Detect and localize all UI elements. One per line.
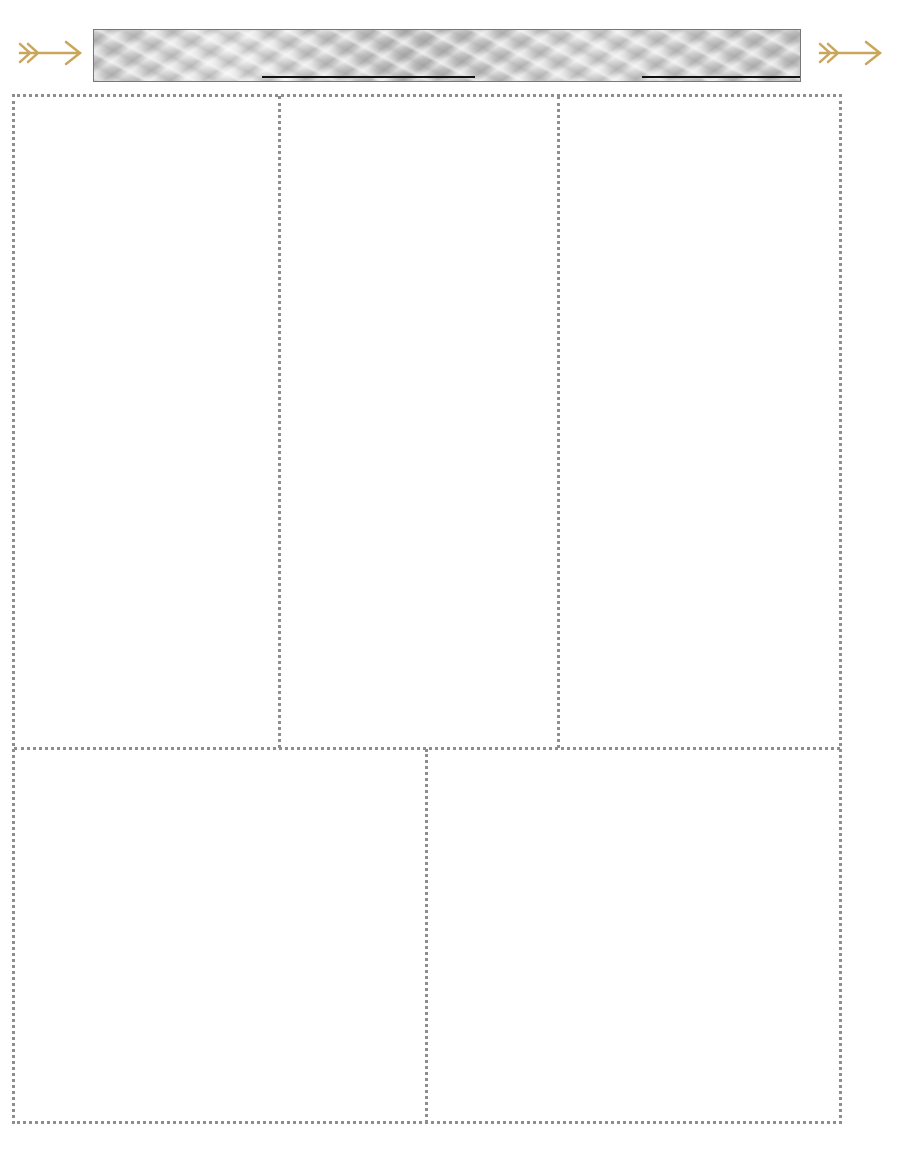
arrow-right-icon [18,38,84,68]
month-field[interactable] [262,76,475,78]
footer [0,1131,906,1145]
column-divider [278,96,281,748]
week-of-field[interactable] [642,76,800,78]
column-divider [425,749,428,1123]
header-banner [93,29,801,82]
column-divider [557,96,560,748]
arrow-right-icon [818,38,884,68]
